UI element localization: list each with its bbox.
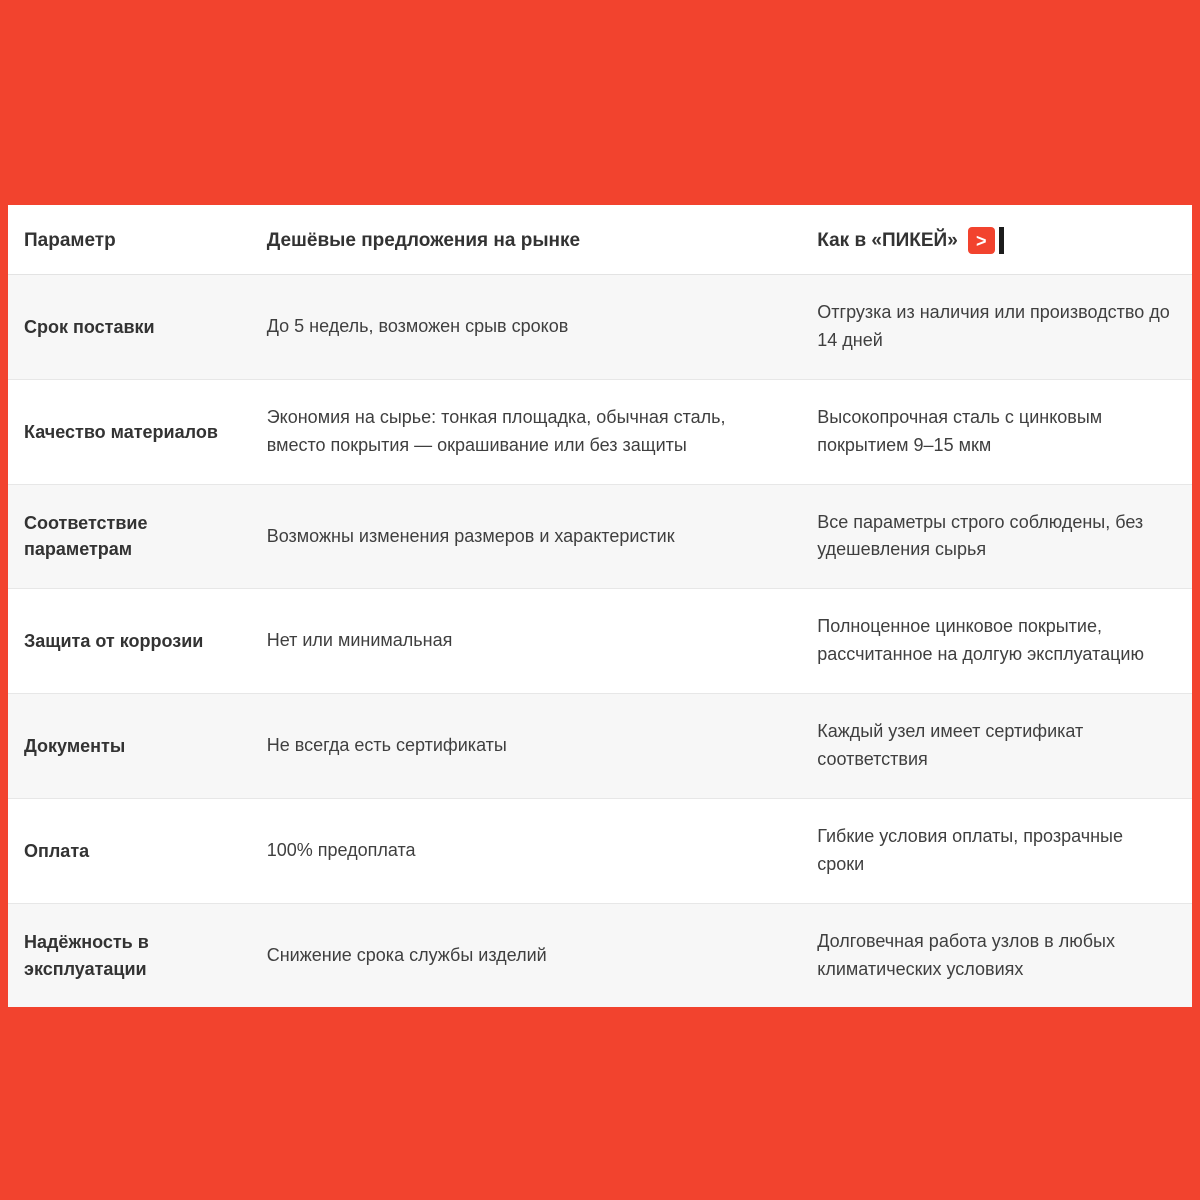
table-row — [8, 484, 1192, 589]
comparison-table — [8, 205, 1192, 1007]
comparison-table-panel — [8, 205, 1192, 1007]
row-parameter-label: Документы — [8, 694, 251, 799]
row-cheap-value: Экономия на сырье: тонкая площадка, обычная сталь, вместо покрытия — окрашивание или без защиты — [251, 379, 802, 484]
table-row — [8, 275, 1192, 380]
table-row — [8, 694, 1192, 799]
row-parameter-label: Защита от коррозии — [8, 589, 251, 694]
table-row — [8, 379, 1192, 484]
row-pikey-value: Полноценное цинковое покрытие, рассчитанное на долгую эксплуатацию — [801, 589, 1192, 694]
row-pikey-value: Каждый узел имеет сертификат соответствия — [801, 694, 1192, 799]
column-header-label: Как в «ПИКЕЙ» — [817, 229, 958, 251]
row-parameter-label: Надёжность в эксплуатации — [8, 903, 251, 1007]
row-parameter-label: Соответствие параметрам — [8, 484, 251, 589]
column-header-pikey — [801, 205, 1192, 275]
column-header-label: Параметр — [24, 229, 116, 251]
row-parameter-label: Срок поставки — [8, 275, 251, 380]
column-header-cheap-offers — [251, 205, 802, 275]
table-row — [8, 798, 1192, 903]
row-pikey-value: Долговечная работа узлов в любых климатических условиях — [801, 903, 1192, 1007]
column-header-label: Дешёвые предложения на рынке — [266, 229, 581, 251]
row-pikey-value: Высокопрочная сталь с цинковым покрытием 9–15 мкм — [801, 379, 1192, 484]
row-pikey-value: Гибкие условия оплаты, прозрачные сроки — [801, 798, 1192, 903]
row-cheap-value: Возможны изменения размеров и характеристик — [251, 484, 802, 589]
row-parameter-label: Оплата — [8, 798, 251, 903]
pikey-logo-arrow-icon: > — [968, 227, 995, 254]
column-header-parameter — [8, 205, 251, 275]
row-parameter-label: Качество материалов — [8, 379, 251, 484]
row-pikey-value: Отгрузка из наличия или производство до 14 дней — [801, 275, 1192, 380]
table-header-row — [8, 205, 1192, 275]
row-cheap-value: Нет или минимальная — [251, 589, 802, 694]
row-pikey-value: Все параметры строго соблюдены, без удешевления сырья — [801, 484, 1192, 589]
row-cheap-value: Снижение срока службы изделий — [251, 903, 802, 1007]
row-cheap-value: До 5 недель, возможен срыв сроков — [251, 275, 802, 380]
table-row — [8, 589, 1192, 694]
pikey-logo — [968, 227, 1004, 254]
table-row — [8, 903, 1192, 1007]
row-cheap-value: 100% предоплата — [251, 798, 802, 903]
pikey-logo-bar-icon — [999, 227, 1004, 254]
row-cheap-value: Не всегда есть сертификаты — [251, 694, 802, 799]
